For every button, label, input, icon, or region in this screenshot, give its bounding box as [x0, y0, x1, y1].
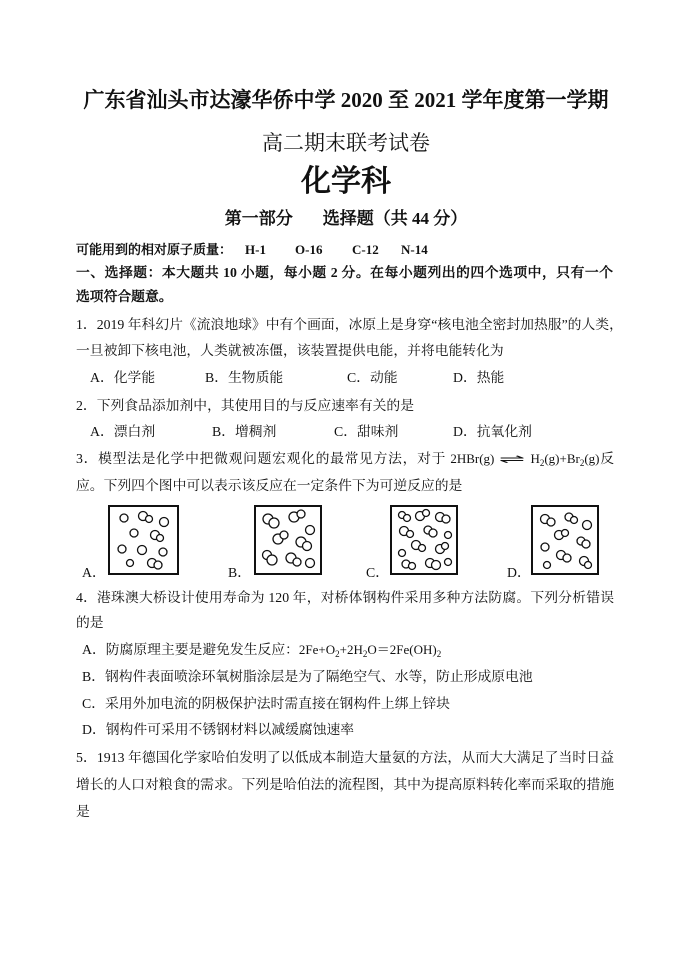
- atom: [541, 543, 549, 551]
- q5-line2: 增长的人口对粮食的需求。下列是哈伯法的流程图，其中为提高原料转化率而采取的措施: [76, 777, 615, 792]
- molecule: [400, 527, 414, 538]
- molecule: [577, 537, 590, 548]
- molecule: [555, 530, 569, 540]
- q5-line3: 是: [76, 804, 90, 819]
- atom: [160, 518, 169, 527]
- q4-option-a-text: A．防腐原理主要是避免发生反应：: [82, 642, 299, 657]
- molecule: [426, 559, 441, 570]
- molecule: [263, 514, 279, 528]
- atom: [582, 540, 590, 548]
- subject-title: 化学科: [301, 165, 391, 198]
- q3-product: $H_2(g)+Br_2(g)$: [530, 451, 600, 468]
- atom: [432, 561, 441, 570]
- atom: [544, 562, 551, 569]
- q4-option-a: [82, 640, 441, 660]
- q3-figure-a: [108, 505, 179, 576]
- molecule: [139, 512, 153, 523]
- atom: [547, 518, 555, 526]
- molecule: [436, 513, 451, 524]
- section-instructions-line2: 选项符合题意。: [76, 289, 173, 304]
- atom: [442, 543, 449, 550]
- molecule: [148, 559, 163, 570]
- atomic-mass-c: C-12: [352, 242, 379, 257]
- q1-option-d: D．热能: [453, 370, 505, 385]
- atom: [306, 526, 315, 535]
- molecule: [286, 553, 301, 566]
- atom: [157, 535, 164, 542]
- molecule: [544, 562, 551, 569]
- section-instructions-line1: 一、选择题：本大题共 10 小题，每小题 2 分。在每小题列出的四个选项中，只有一个: [76, 265, 613, 280]
- q4-option-a-equation: $2Fe+O_2+2H_2O=2Fe(OH)_2$: [298, 642, 442, 659]
- atom: [306, 559, 315, 568]
- molecule: [416, 510, 430, 521]
- molecule: [273, 531, 288, 544]
- atomic-mass-o: O-16: [295, 242, 323, 257]
- molecule: [160, 518, 169, 527]
- molecule: [445, 559, 452, 566]
- molecule: [120, 514, 128, 522]
- molecule: [151, 531, 164, 542]
- q1-option-c: C．动能: [347, 370, 398, 385]
- q4-option-b: B．钢构件表面喷涂环氧树脂涂层是为了隔绝空气、水等，防止形成原电池: [82, 669, 533, 684]
- figure-label-d: D．: [507, 565, 531, 580]
- q2-option-d: D．抗氧化剂: [453, 424, 532, 439]
- atom: [571, 517, 578, 524]
- atom: [120, 514, 128, 522]
- molecule: [263, 551, 278, 566]
- atom: [293, 558, 301, 566]
- molecule: [159, 548, 167, 556]
- q4-option-d: D．钢构件可采用不锈钢材料以减缓腐蚀速率: [82, 722, 355, 737]
- molecule: [127, 560, 134, 567]
- figure-label-a: A．: [82, 565, 106, 580]
- molecule: [565, 513, 578, 524]
- atom: [154, 561, 162, 569]
- q1-option-a: A．化学能: [90, 370, 156, 385]
- molecule: [289, 510, 305, 522]
- molecule: [118, 545, 126, 553]
- atom: [280, 531, 288, 539]
- atomic-masses-label: 可能用到的相对原子质量：: [76, 242, 233, 257]
- part-heading: [0, 207, 692, 231]
- atom: [269, 518, 279, 528]
- q3-figure-d: [531, 505, 600, 576]
- atom: [419, 545, 426, 552]
- atom: [409, 563, 416, 570]
- molecule: [445, 532, 452, 539]
- q3-figure-c: [390, 505, 459, 576]
- q4-line1: 4．港珠澳大桥设计使用寿命为 120 年，对桥体钢构件采用多种方法防腐。下列分析错误: [76, 590, 614, 605]
- atom: [404, 515, 411, 522]
- molecule: [436, 543, 449, 554]
- molecule: [541, 515, 556, 527]
- molecule: [412, 541, 426, 552]
- molecule: [402, 560, 416, 570]
- q3-reactant: 2HBr(g): [450, 451, 495, 466]
- molecule: [541, 543, 549, 551]
- atom: [445, 532, 452, 539]
- atom: [118, 545, 126, 553]
- molecule: [306, 526, 315, 535]
- atom: [130, 529, 138, 537]
- molecule: [130, 529, 138, 537]
- atom: [442, 515, 450, 523]
- q2-option-b: B．增稠剂: [212, 424, 277, 439]
- q3-figure-b: [254, 505, 323, 576]
- atomic-mass-n: N-14: [401, 242, 428, 257]
- molecule: [138, 546, 147, 555]
- molecule: [583, 521, 592, 530]
- atom: [583, 521, 592, 530]
- q1-option-b: B．生物质能: [205, 370, 284, 385]
- q4-option-c: C．采用外加电流的阴极保护法时需直接在钢构件上绑上锌块: [82, 696, 450, 711]
- atom: [127, 560, 134, 567]
- atom: [146, 516, 153, 523]
- atom: [423, 510, 430, 517]
- q3-line1-end: 反: [599, 451, 615, 466]
- q3-line1: [76, 449, 614, 469]
- molecule: [306, 559, 315, 568]
- part-label: 第一部分: [224, 209, 293, 228]
- figure-label-b: B．: [228, 565, 251, 580]
- atom: [563, 554, 571, 562]
- part-title: 选择题（共 44 分）: [322, 209, 468, 228]
- molecule: [399, 512, 411, 522]
- atom: [159, 548, 167, 556]
- atom: [407, 531, 414, 538]
- molecule: [296, 537, 312, 551]
- q5-line1: 5．1913 年德国化学家哈伯发明了以低成本制造大量氨的方法，从而大大满足了当时日益: [76, 750, 614, 765]
- q3-line1-text: 3．模型法是化学中把微观问题宏观化的最常见方法，对于: [76, 451, 451, 466]
- q4-line2: 的是: [76, 615, 104, 630]
- exam-title-line2: 高二期末联考试卷: [262, 131, 430, 155]
- q3-line2: 应。下列四个图中可以表示该反应在一定条件下为可逆反应的是: [76, 478, 463, 493]
- equilibrium-arrow-icon: ⇌: [499, 452, 526, 466]
- atom: [445, 559, 452, 566]
- q2-line1: 2．下列食品添加剂中，其使用目的与反应速率有关的是: [76, 398, 415, 413]
- atom: [429, 529, 437, 537]
- q1-line1: 1．2019 年科幻片《流浪地球》中有个画面，冰原上是身穿“核电池全密封加热服”的人类，: [76, 317, 623, 332]
- figure-label-c: C．: [366, 565, 389, 580]
- q1-line2: 一旦被卸下核电池，人类就被冻僵，该装置提供电能，并将电能转化为: [76, 343, 504, 358]
- molecule: [424, 526, 437, 537]
- atom: [297, 510, 305, 518]
- q2-option-a: A．漂白剂: [90, 424, 156, 439]
- molecule: [399, 550, 406, 557]
- atom: [399, 550, 406, 557]
- atom: [585, 562, 592, 569]
- q2-option-c: C．甜味剂: [334, 424, 399, 439]
- atom: [267, 555, 277, 565]
- atom: [303, 542, 312, 551]
- molecule: [557, 551, 572, 563]
- atom: [562, 530, 569, 537]
- exam-title-line1: 广东省汕头市达濠华侨中学 2020 至 2021 学年度第一学期: [83, 88, 609, 112]
- atom: [138, 546, 147, 555]
- molecule: [580, 557, 592, 569]
- atomic-mass-h: H-1: [245, 242, 266, 257]
